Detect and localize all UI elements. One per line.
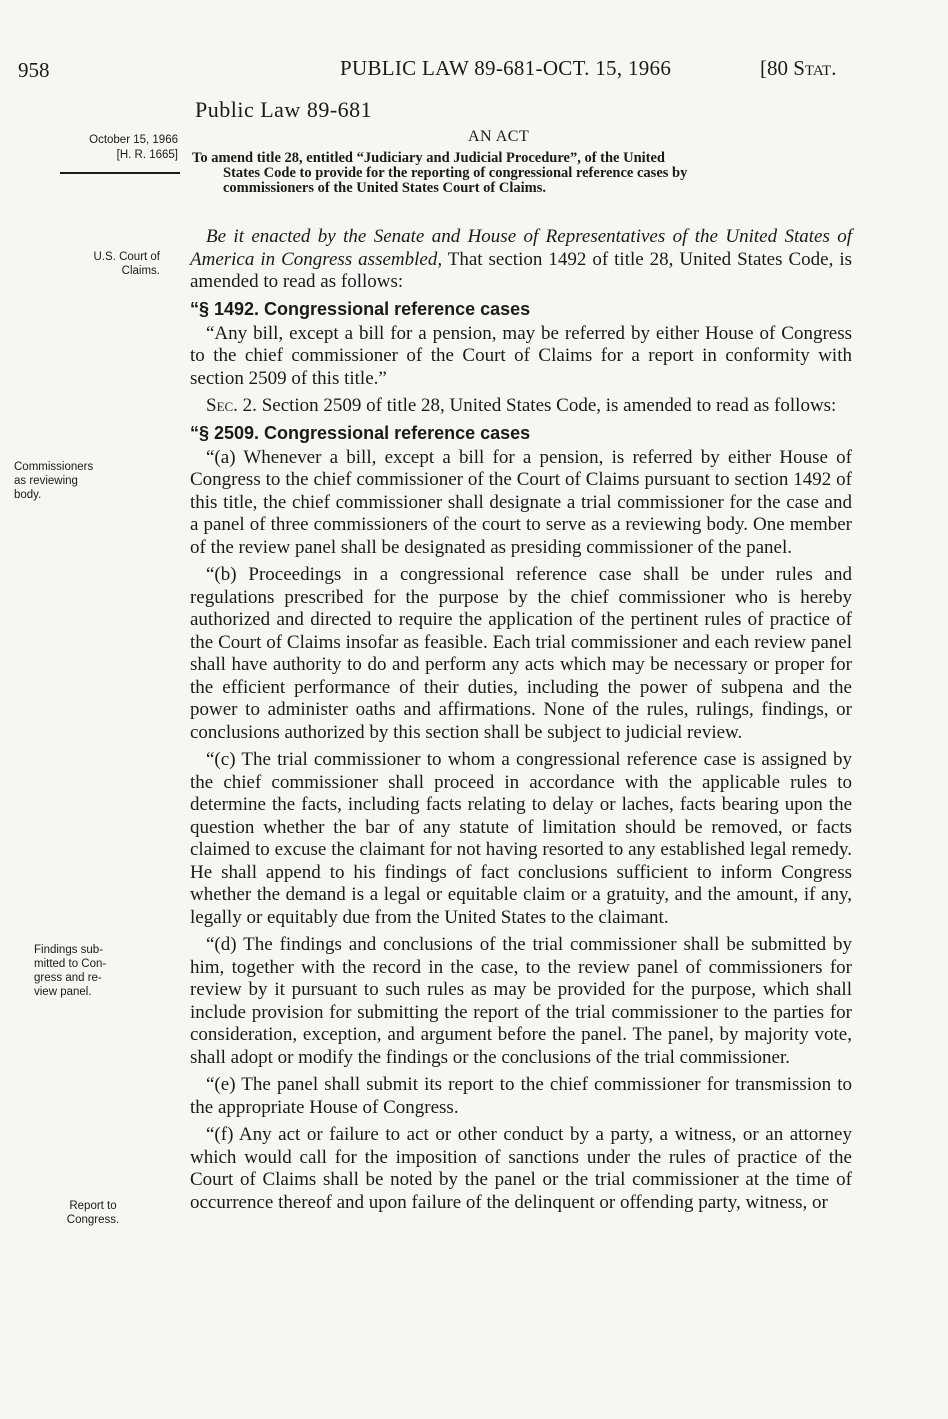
section-1492-heading: “§ 1492. Congressional reference cases bbox=[190, 298, 531, 319]
margin-note-line: Commissioners bbox=[14, 461, 94, 473]
margin-note-line: as reviewing bbox=[14, 475, 78, 487]
margin-note-line: view panel. bbox=[34, 986, 92, 998]
margin-note-court-of-claims bbox=[30, 250, 160, 278]
subsection-f: “(f) Any act or failure to act or other conduct by a party, a witness, or an attorney which would call for the imposition of sanctions under the rules of practice of the Court of Claims shall be noted by the panel or the trial commissioner at the time of occurrence thereof and upon failure of the delinquent or offending party, witness, or bbox=[190, 1124, 852, 1213]
margin-note-line: body. bbox=[14, 489, 42, 501]
running-head: PUBLIC LAW 89-681-OCT. 15, 1966 bbox=[340, 56, 672, 80]
enactment-date: October 15, 1966 bbox=[89, 134, 178, 146]
section-2509-heading: “§ 2509. Congressional reference cases bbox=[190, 422, 531, 443]
margin-note-line: Report to bbox=[69, 1200, 117, 1212]
law-title: Public Law 89-681 bbox=[195, 97, 373, 122]
enacting-clause bbox=[190, 226, 852, 294]
subsection-b: “(b) Proceedings in a congressional reference case shall be under rules and regulations prescribed for the purpose by the chief commissioner who is hereby authorized and directed to require the application of the pertinent rules of practice of the Court of Claims insofar as feasible. Each trial commissioner and each review panel shall have authority to do and perform any acts which may be necessary or proper for the efficient performance of their duties, including the power of subpena and the power to administer oaths and affirmations. None of the rules, rulings, findings, or conclusions authorized by this section shall be subject to judicial review. bbox=[190, 564, 852, 743]
section-2-paragraph bbox=[190, 395, 852, 418]
margin-note-line: Findings sub- bbox=[34, 944, 104, 956]
purpose-line-3: commissioners of the United States Court of Claims. bbox=[223, 180, 546, 196]
purpose-line-1: To amend title 28, entitled “Judiciary and Judicial Procedure”, of the United bbox=[192, 150, 665, 166]
statute-reference: [80 Stat. bbox=[760, 56, 837, 80]
margin-note-line: gress and re- bbox=[34, 972, 102, 984]
date-divider bbox=[60, 172, 180, 174]
margin-note-commissioners bbox=[14, 460, 164, 502]
margin-note-findings bbox=[34, 943, 174, 999]
act-body bbox=[190, 226, 852, 1214]
margin-date-note bbox=[38, 133, 178, 163]
act-label: AN ACT bbox=[468, 128, 530, 145]
subsection-a: “(a) Whenever a bill, except a bill for a pension, is referred by either House of Congress to the chief commissioner of the Court of Claims pursuant to section 1492 of this title, the chief commissioner shall designate a trial commissioner for the case and a panel of three commissioners of the court to serve as a reviewing body. One member of the review panel shall be designated as presiding commissioner of the panel. bbox=[190, 446, 852, 558]
enacting-clause-italic: Be it enacted by the Senate and House of Representatives of the United States of America in Congress assembled, bbox=[190, 226, 852, 270]
section-2-label: Sec. 2. bbox=[206, 395, 257, 416]
margin-note-line: U.S. Court of bbox=[93, 251, 160, 263]
section-1492-text: “Any bill, except a bill for a pension, may be referred by either House of Congress to the chief commissioner of the Court of Claims for a report in conformity with section 2509 of this title.” bbox=[190, 322, 852, 389]
subsection-e: “(e) The panel shall submit its report to the chief commissioner for transmission to the appropriate House of Congress. bbox=[190, 1074, 852, 1118]
section-2-text: Section 2509 of title 28, United States Code, is amended to read as follows: bbox=[256, 395, 837, 416]
margin-note-line: Congress. bbox=[66, 1214, 120, 1226]
page-number: 958 bbox=[18, 58, 50, 82]
margin-note-line: Claims. bbox=[121, 265, 160, 277]
purpose-line-2: States Code to provide for the reporting of congressional reference cases by bbox=[223, 165, 688, 181]
margin-note-line: mitted to Con- bbox=[34, 958, 107, 970]
subsection-d: “(d) The findings and conclusions of the trial commissioner shall be submitted by him, together with the record in the case, to the review panel of commissioners for review by it pursuant to such rules as may be provided for the purpose, which shall include provision for submitting the report of the trial commissioner to the parties for consideration, exception, and argument before the panel. The panel, by majority vote, shall adopt or modify the findings or the conclusions of the trial commissioner. bbox=[190, 934, 852, 1068]
enacting-clause-text: That section 1492 of title 28, United States Code, is amended to read as follows: bbox=[190, 248, 852, 292]
margin-note-report bbox=[38, 1199, 148, 1227]
bill-number: [H. R. 1665] bbox=[116, 149, 178, 161]
act-purpose bbox=[192, 151, 852, 196]
subsection-c: “(c) The trial commissioner to whom a congressional reference case is assigned by the chief commissioner shall proceed in accordance with the applicable rules to determine the facts, including facts relating to delay or laches, facts bearing upon the question whether the bar of any statute of limitation should be removed, or facts claimed to excuse the claimant for not having resorted to any established legal remedy. He shall append to his findings of fact conclusions sufficient to inform Congress whether the demand is a legal or equitable claim or a gratuity, and the amount, if any, legally or equitably due from the United States to the claimant. bbox=[190, 749, 852, 928]
